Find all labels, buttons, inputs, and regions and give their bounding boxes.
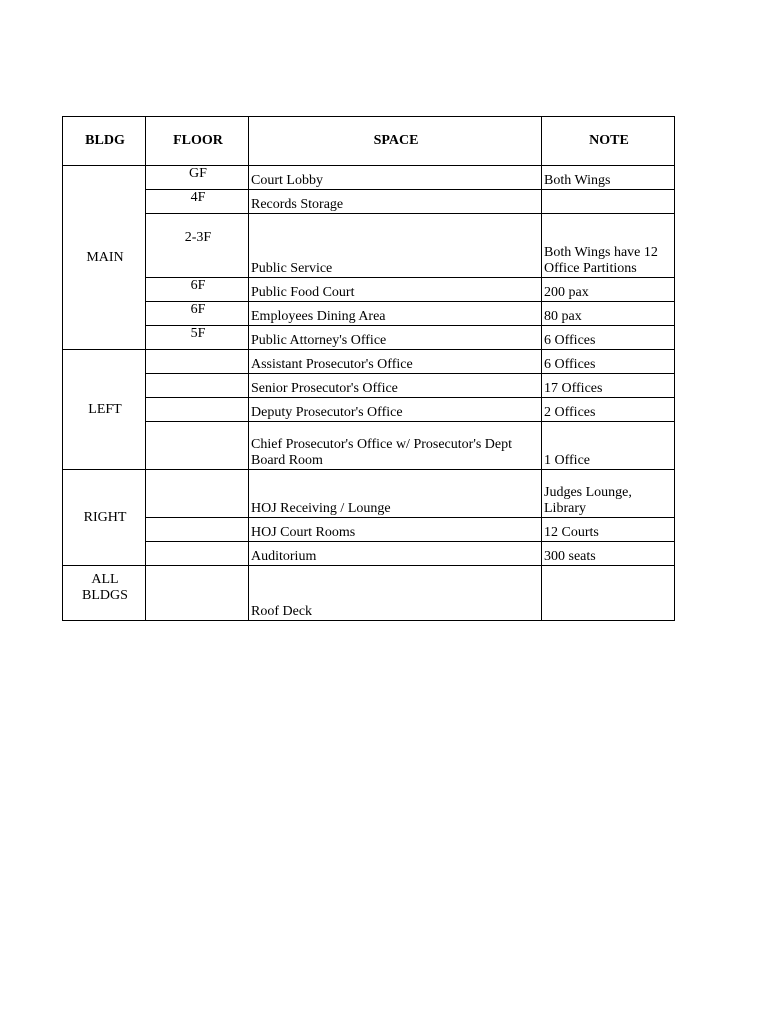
note-cell: 2 Offices [542, 398, 675, 422]
bldg-all [63, 566, 146, 621]
note-cell: Both Wings [542, 166, 675, 190]
table-row [63, 350, 675, 374]
floor-cell: 6F [146, 302, 249, 326]
space-cell: Employees Dining Area [249, 302, 542, 326]
space-cell: Assistant Prosecutor's Office [249, 350, 542, 374]
bldg-main: MAIN [63, 166, 146, 350]
table-row [63, 518, 675, 542]
header-note: NOTE [542, 117, 675, 166]
space-cell: Deputy Prosecutor's Office [249, 398, 542, 422]
note-line: Library [544, 501, 586, 516]
note-cell: 300 seats [542, 542, 675, 566]
bldg-left: LEFT [63, 350, 146, 470]
note-cell: 6 Offices [542, 326, 675, 350]
table-row [63, 566, 675, 621]
header-row [63, 117, 675, 166]
table-row [63, 470, 675, 518]
floor-cell [146, 398, 249, 422]
note-cell: 200 pax [542, 278, 675, 302]
table-row [63, 190, 675, 214]
bldg-all-line: BLDGS [82, 588, 128, 603]
note-cell: 17 Offices [542, 374, 675, 398]
note-cell: 6 Offices [542, 350, 675, 374]
space-line: Board Room [251, 453, 323, 468]
note-cell [542, 566, 675, 621]
floor-cell [146, 566, 249, 621]
space-cell: Public Service [249, 214, 542, 278]
space-cell: Records Storage [249, 190, 542, 214]
note-line: Judges Lounge, [544, 485, 632, 500]
floor-cell [146, 374, 249, 398]
note-line: Both Wings have 12 [544, 245, 658, 260]
note-line: Office Partitions [544, 261, 637, 276]
table-row [63, 398, 675, 422]
space-line: Chief Prosecutor's Office w/ Prosecutor's Dept [251, 437, 513, 452]
space-cell: Senior Prosecutor's Office [249, 374, 542, 398]
space-allocation-table [62, 116, 675, 621]
floor-cell [146, 518, 249, 542]
space-cell: HOJ Receiving / Lounge [249, 470, 542, 518]
floor-cell: 2-3F [146, 214, 249, 278]
floor-cell [146, 350, 249, 374]
bldg-all-line: ALL [91, 572, 119, 587]
floor-cell [146, 542, 249, 566]
table-row [63, 422, 675, 470]
floor-cell: GF [146, 166, 249, 190]
table-row [63, 302, 675, 326]
table-row [63, 166, 675, 190]
space-cell: Public Attorney's Office [249, 326, 542, 350]
table-row [63, 374, 675, 398]
floor-cell [146, 422, 249, 470]
note-cell: 1 Office [542, 422, 675, 470]
floor-cell: 6F [146, 278, 249, 302]
note-cell: 80 pax [542, 302, 675, 326]
note-cell [542, 190, 675, 214]
floor-cell [146, 470, 249, 518]
header-floor: FLOOR [146, 117, 249, 166]
table-row [63, 542, 675, 566]
space-cell: Public Food Court [249, 278, 542, 302]
floor-cell: 5F [146, 326, 249, 350]
space-cell: HOJ Court Rooms [249, 518, 542, 542]
note-cell [542, 214, 675, 278]
header-space: SPACE [249, 117, 542, 166]
table-row [63, 326, 675, 350]
note-cell [542, 470, 675, 518]
note-cell: 12 Courts [542, 518, 675, 542]
table-row [63, 214, 675, 278]
space-cell: Roof Deck [249, 566, 542, 621]
space-cell [249, 422, 542, 470]
space-cell: Auditorium [249, 542, 542, 566]
floor-cell: 4F [146, 190, 249, 214]
bldg-right: RIGHT [63, 470, 146, 566]
table-row [63, 278, 675, 302]
header-bldg: BLDG [63, 117, 146, 166]
space-cell: Court Lobby [249, 166, 542, 190]
